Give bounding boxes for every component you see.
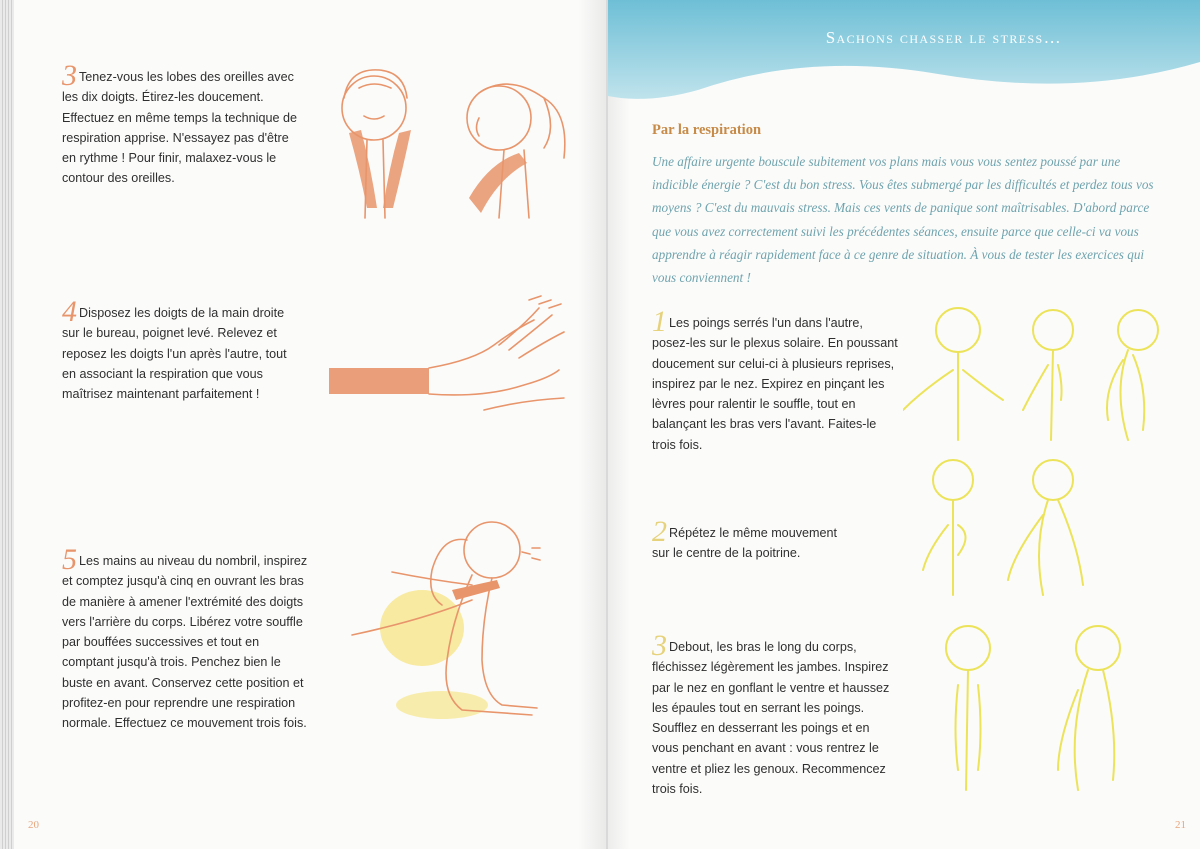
bending-forward-illustration	[332, 510, 582, 735]
exercise-fists-plexus	[652, 305, 902, 455]
exercise-text: Disposez les doigts de la main droite sur le bureau, poignet levé. Relevez et reposez les doigts l'un après l'autre, tout en associant la respiration que vous maîtrisez maintenant parfaitement !	[62, 306, 287, 402]
exercise-arms-back	[62, 543, 310, 734]
exercise-number: 2	[652, 515, 667, 548]
exercise-text: Tenez-vous les lobes des oreilles avec les dix doigts. Étirez-les doucement. Effectuez en même temps la technique de respiration apprise. N'essayez pas d'être en rythme ! Pour finir, malaxez-vous le contour des oreilles.	[62, 70, 297, 186]
banner-title: Sachons chasser le stress…	[825, 28, 1062, 47]
chest-movement-illustration	[913, 455, 1113, 605]
left-page	[14, 0, 606, 849]
exercise-standing-knees	[652, 629, 892, 799]
ear-lobes-illustration	[319, 58, 589, 228]
exercise-number: 1	[652, 305, 667, 338]
exercise-text: Répétez le même mouvement sur le centre de la poitrine.	[652, 526, 837, 561]
exercise-text: Debout, les bras le long du corps, fléchissez légèrement les jambes. Inspirez par le nez en gonflant le ventre et haussez les épaules tout en serrant les poings. Soufflez en desserrant les poings et en vous penchant en avant : vous rentrez le ventre et pliez les genoux. Recommencez trois fois.	[652, 640, 890, 797]
header-banner	[608, 0, 1200, 110]
standing-bend-illustration	[928, 620, 1168, 800]
swinging-arms-illustration	[903, 300, 1183, 460]
exercise-number: 3	[652, 629, 667, 662]
exercise-ears	[62, 59, 302, 189]
page-number-left: 20	[28, 819, 39, 831]
gutter-shadow	[608, 0, 630, 849]
hand-on-desk-illustration	[324, 290, 584, 440]
right-page	[608, 0, 1200, 849]
exercise-repeat-chest	[652, 515, 852, 564]
exercise-number: 5	[62, 543, 77, 576]
exercise-text: Les poings serrés l'un dans l'autre, posez-les sur le plexus solaire. En poussant doucement sur celui-ci à plusieurs reprises, inspirez par le nez. Expirez en pinçant les lèvres pour ralentir le souffle, tout en balançant les bras vers l'avant. Faites-le trois fois.	[652, 316, 898, 452]
intro-paragraph: Une affaire urgente bouscule subitement vos plans mais vous vous sentez poussé par une indicible énergie ? C'est du bon stress. Vous êtes submergé par les difficultés et perdez tous vos moyens ? C'est du mauvais stress. Mais ces vents de panique sont maîtrisables. D'abord parce que vous avez correctement suivi les précédentes séances, ensuite parce que celle-ci va vous apprendre à réagir rapidement face à ce genre de situation. À vous de tester les exercices qui vous conviennent !	[652, 154, 1154, 286]
page-number-right: 21	[1175, 819, 1186, 831]
exercise-fingers	[62, 295, 298, 404]
section-heading: Par la respiration	[652, 122, 762, 138]
page-edges	[0, 0, 14, 849]
exercise-text: Les mains au niveau du nombril, inspirez et comptez jusqu'à cinq en ouvrant les bras de manière à amener l'extrémité des doigts vers l'arrière du corps. Libérez votre souffle par bouffées successives et tout en comptant jusqu'à trois. Penchez bien le buste en avant. Conservez cette position et profitez-en pour reprendre une respiration normale. Effectuez ce mouvement trois fois.	[62, 554, 308, 731]
exercise-number: 3	[62, 59, 77, 92]
exercise-number: 4	[62, 295, 77, 328]
